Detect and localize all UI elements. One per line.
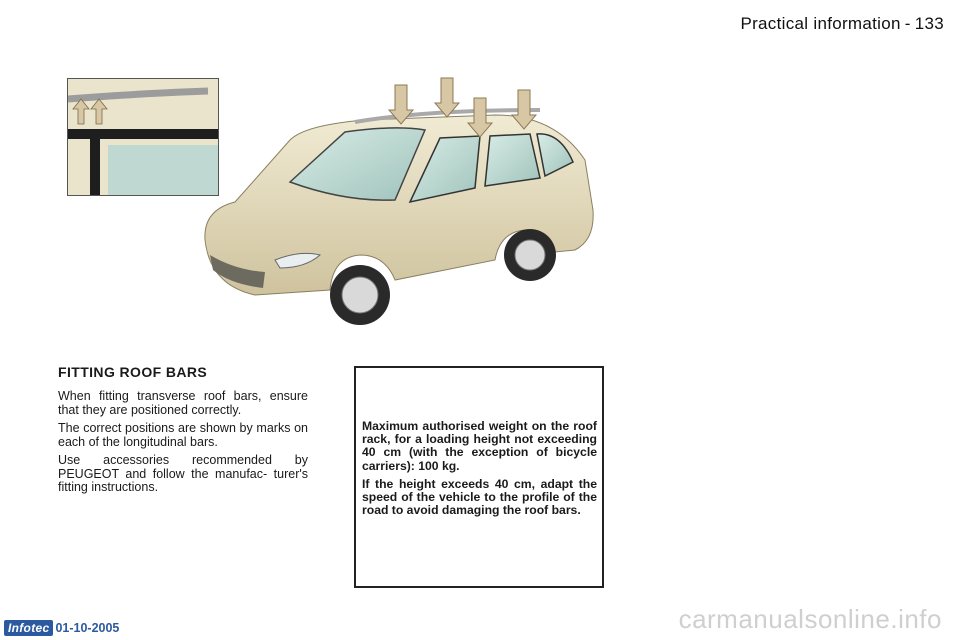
warning-box bbox=[354, 366, 604, 588]
watermark: carmanualsonline.info bbox=[678, 604, 942, 634]
section-title: FITTING ROOF BARS bbox=[58, 364, 208, 380]
footer bbox=[4, 620, 119, 636]
warning-paragraph: If the height exceeds 40 cm, adapt the speed of the vehicle to the profile of the road to avoid damaging the roof bars. bbox=[362, 476, 597, 518]
body-paragraph: When fitting transverse roof bars, ensure that they are positioned correctly. bbox=[58, 389, 308, 417]
page-header bbox=[740, 14, 944, 34]
infotec-logo: Infotec bbox=[4, 620, 53, 636]
body-paragraph: The correct positions are shown by marks on each of the longitudinal bars. bbox=[58, 421, 308, 449]
side-window-rear bbox=[485, 134, 540, 186]
page-number: 133 bbox=[914, 14, 944, 33]
header-separator: - bbox=[904, 14, 911, 33]
warning-paragraph: Maximum authorised weight on the roof rack, for a loading height not exceeding 40 cm (with the exception of bicycle carriers): 100 kg. bbox=[362, 419, 597, 473]
body-paragraph: Use accessories recommended by PEUGEOT and follow the manufac- turer's fitting instructions. bbox=[58, 453, 308, 494]
section-name: Practical information bbox=[740, 14, 901, 33]
footer-date: 01-10-2005 bbox=[55, 621, 120, 635]
body-text bbox=[58, 390, 308, 500]
roof-rail-detail-inset bbox=[67, 78, 219, 196]
car-illustration bbox=[195, 70, 605, 340]
